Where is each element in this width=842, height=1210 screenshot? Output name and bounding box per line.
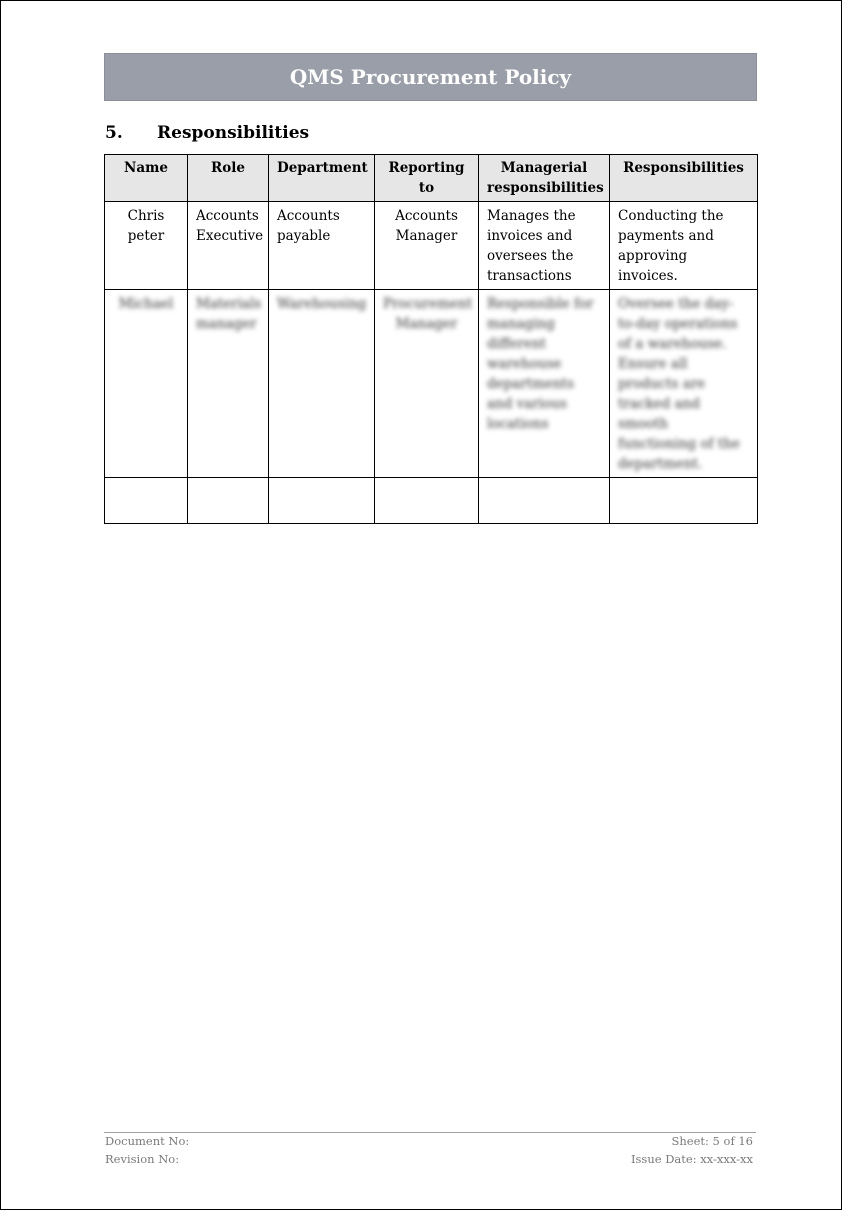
cell-role: [188, 478, 269, 524]
blurred-text: Warehousing: [277, 296, 367, 312]
document-title: QMS Procurement Policy: [289, 65, 572, 89]
cell-reporting-to: [375, 290, 479, 478]
cell-managerial: [479, 478, 610, 524]
section-title: Responsibilities: [157, 123, 310, 143]
cell-role: [188, 290, 269, 478]
cell-managerial: [479, 290, 610, 478]
footer-document-no: Document No:: [105, 1134, 190, 1148]
table-header-row: [105, 155, 758, 202]
blurred-text: Materials manager: [196, 296, 262, 332]
footer-divider: [104, 1132, 756, 1133]
header-name: Name: [105, 155, 188, 202]
document-title-bar: [104, 53, 757, 101]
cell-reporting-to: [375, 478, 479, 524]
header-role: Role: [188, 155, 269, 202]
footer-issue-date: Issue Date: xx-xxx-xx: [630, 1152, 753, 1166]
cell-name: [105, 290, 188, 478]
footer-sheet-number: Sheet: 5 of 16: [671, 1134, 753, 1148]
cell-managerial: Manages the invoices and oversees the transactions: [479, 202, 610, 290]
header-responsibilities: Responsibilities: [610, 155, 758, 202]
cell-responsibilities: [610, 290, 758, 478]
blurred-text: Responsible for managing different warehouse departments and various locations: [487, 296, 594, 432]
cell-name: Chris peter: [105, 202, 188, 290]
blurred-text: Michael: [118, 296, 174, 312]
footer-revision-no: Revision No:: [105, 1152, 180, 1166]
cell-reporting-to: Accounts Manager: [375, 202, 479, 290]
cell-responsibilities: [610, 478, 758, 524]
cell-department: [269, 290, 375, 478]
table-row: [105, 290, 758, 478]
section-heading: [105, 123, 309, 143]
table-row: [105, 478, 758, 524]
responsibilities-table: [104, 154, 758, 524]
header-reporting-to: Reporting to: [375, 155, 479, 202]
cell-department: Accounts payable: [269, 202, 375, 290]
cell-role: Accounts Executive: [188, 202, 269, 290]
header-managerial-responsibilities: Managerial responsibilities: [479, 155, 610, 202]
table-row: [105, 202, 758, 290]
blurred-text: Oversee the day-to-day operations of a warehouse. Ensure all products are tracked and smooth functioning of the department.: [618, 296, 740, 472]
cell-department: [269, 478, 375, 524]
blurred-text: Procurement Manager: [383, 296, 473, 332]
section-number: 5.: [105, 123, 123, 143]
cell-responsibilities: Conducting the payments and approving invoices.: [610, 202, 758, 290]
header-department: Department: [269, 155, 375, 202]
cell-name: [105, 478, 188, 524]
